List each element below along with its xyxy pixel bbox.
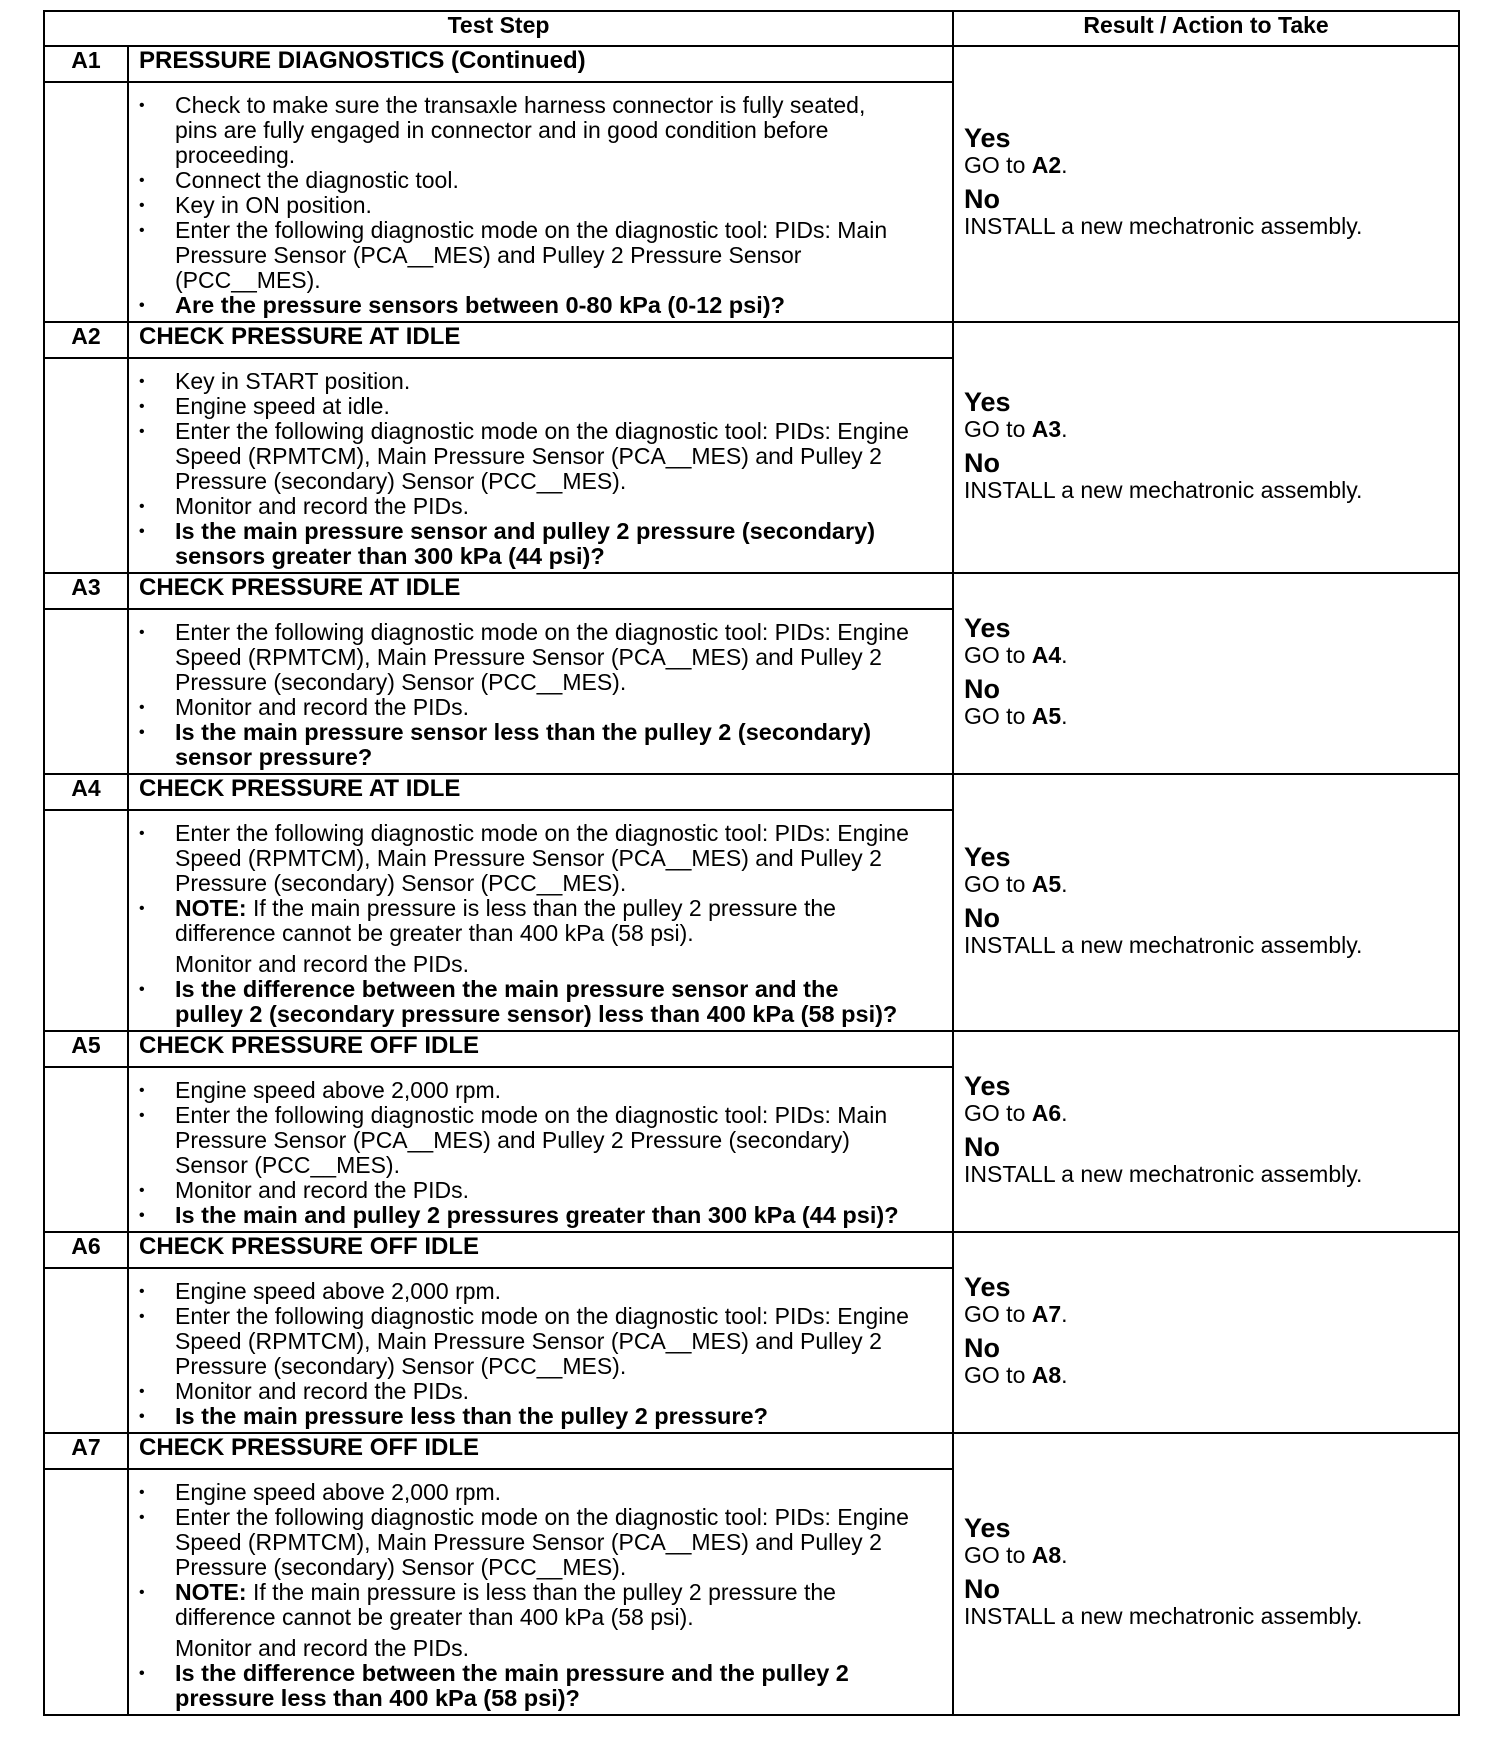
yes-label: Yes bbox=[964, 612, 1011, 643]
result-cell bbox=[953, 573, 1459, 774]
no-label: No bbox=[964, 1131, 1001, 1162]
no-label: No bbox=[964, 1332, 1001, 1363]
result-cell bbox=[953, 1031, 1459, 1232]
no-action: INSTALL a new mechatronic assembly. bbox=[964, 931, 1363, 958]
yes-target: A4 bbox=[1031, 641, 1062, 668]
step-item: • Engine speed above 2,000 rpm. bbox=[139, 1078, 912, 1103]
step-item: • Check to make sure the transaxle harness connector is fully seated, pins are fully engaged in connector and in good condition before proceeding. bbox=[139, 93, 912, 168]
yes-target: A7 bbox=[1031, 1300, 1062, 1327]
step-item: Monitor and record the PIDs. bbox=[175, 1635, 470, 1661]
yes-target: A2 bbox=[1031, 152, 1062, 178]
no-action: GO to A8. bbox=[964, 1361, 1068, 1388]
yes-action: GO to A7. bbox=[964, 1300, 1068, 1327]
yes-target: A6 bbox=[1031, 1099, 1062, 1126]
step-item: • Monitor and record the PIDs. bbox=[139, 695, 912, 720]
step-body bbox=[128, 810, 953, 1031]
result-cell bbox=[953, 322, 1459, 573]
step-title: CHECK PRESSURE AT IDLE bbox=[128, 573, 953, 609]
yes-label: Yes bbox=[964, 841, 1011, 872]
step-title-row bbox=[44, 1433, 1459, 1469]
step-body bbox=[128, 1268, 953, 1433]
no-action: INSTALL a new mechatronic assembly. bbox=[964, 213, 1363, 239]
step-item: • Engine speed above 2,000 rpm. bbox=[139, 1480, 912, 1505]
no-target: A8 bbox=[1031, 1361, 1062, 1388]
yes-label: Yes bbox=[964, 123, 1011, 153]
step-id: A2 bbox=[44, 322, 128, 358]
no-label: No bbox=[964, 902, 1001, 933]
result-cell bbox=[953, 774, 1459, 1031]
step-title-row bbox=[44, 46, 1459, 82]
step-body bbox=[128, 609, 953, 774]
step-title-row bbox=[44, 774, 1459, 810]
step-id: A4 bbox=[44, 774, 128, 810]
header-result-action: Result / Action to Take bbox=[953, 11, 1459, 46]
no-action: INSTALL a new mechatronic assembly. bbox=[964, 1603, 1363, 1629]
no-label: No bbox=[964, 1574, 1001, 1604]
yes-target: A3 bbox=[1031, 415, 1062, 442]
step-item: Monitor and record the PIDs. bbox=[175, 951, 470, 977]
yes-action: GO to A6. bbox=[964, 1099, 1068, 1126]
step-item: • Enter the following diagnostic mode on the diagnostic tool: PIDs: Engine Speed (RPMTCM), Main Pressure Sensor (PCA__MES) and Pulley 2 Pressure (secondary) Sensor (PCC__MES). bbox=[139, 821, 912, 896]
step-item: • Key in START position. bbox=[139, 369, 912, 394]
step-item: • Engine speed at idle. bbox=[139, 394, 912, 419]
no-label: No bbox=[964, 184, 1001, 214]
step-item: • Monitor and record the PIDs. bbox=[139, 1379, 912, 1404]
no-action: GO to A5. bbox=[964, 702, 1068, 729]
step-title-row bbox=[44, 1232, 1459, 1268]
yes-action: GO to A8. bbox=[964, 1542, 1068, 1568]
step-title: CHECK PRESSURE OFF IDLE bbox=[128, 1232, 953, 1268]
step-body bbox=[128, 1469, 953, 1715]
yes-label: Yes bbox=[964, 1070, 1011, 1101]
table-header-row bbox=[44, 11, 1459, 46]
step-question: • Are the pressure sensors between 0-80 kPa (0-12 psi)? bbox=[139, 293, 912, 318]
yes-target: A5 bbox=[1031, 870, 1062, 897]
step-item: • Key in ON position. bbox=[139, 193, 912, 218]
step-item: • Monitor and record the PIDs. bbox=[139, 1178, 912, 1203]
step-body bbox=[128, 82, 953, 322]
step-item: • Enter the following diagnostic mode on the diagnostic tool: PIDs: Engine Speed (RPMTCM), Main Pressure Sensor (PCA__MES) and Pulley 2 Pressure (secondary) Sensor (PCC__MES). bbox=[139, 419, 912, 494]
header-test-step: Test Step bbox=[44, 11, 953, 46]
step-id: A1 bbox=[44, 46, 128, 82]
no-target: A5 bbox=[1031, 702, 1062, 729]
step-title: CHECK PRESSURE OFF IDLE bbox=[128, 1433, 953, 1469]
step-item: • Enter the following diagnostic mode on the diagnostic tool: PIDs: Main Pressure Sensor (PCA__MES) and Pulley 2 Pressure (secondary) Sensor (PCC__MES). bbox=[139, 1103, 912, 1178]
note-label: NOTE: bbox=[175, 895, 247, 921]
step-id: A5 bbox=[44, 1031, 128, 1067]
result-cell bbox=[953, 1433, 1459, 1715]
step-note: • NOTE: If the main pressure is less than the pulley 2 pressure the difference cannot be greater than 400 kPa (58 psi). bbox=[139, 1580, 912, 1630]
step-question: • Is the main and pulley 2 pressures greater than 300 kPa (44 psi)? bbox=[139, 1203, 912, 1228]
step-body bbox=[128, 1067, 953, 1232]
step-question: • Is the difference between the main pressure sensor and the pulley 2 (secondary pressure sensor) less than 400 kPa (58 psi)? bbox=[139, 977, 912, 1027]
yes-action: GO to A4. bbox=[964, 641, 1068, 668]
yes-action: GO to A3. bbox=[964, 415, 1068, 442]
step-body bbox=[128, 358, 953, 573]
yes-label: Yes bbox=[964, 386, 1011, 417]
yes-label: Yes bbox=[964, 1513, 1011, 1543]
no-action: INSTALL a new mechatronic assembly. bbox=[964, 1160, 1363, 1187]
step-question: • Is the main pressure sensor and pulley 2 pressure (secondary) sensors greater than 300 kPa (44 psi)? bbox=[139, 519, 912, 569]
diagnostic-table bbox=[43, 10, 1460, 1716]
step-note: • NOTE: If the main pressure is less than the pulley 2 pressure the difference cannot be greater than 400 kPa (58 psi). bbox=[139, 896, 912, 946]
result-cell bbox=[953, 1232, 1459, 1433]
step-title: PRESSURE DIAGNOSTICS (Continued) bbox=[128, 46, 953, 82]
step-title: CHECK PRESSURE AT IDLE bbox=[128, 322, 953, 358]
step-question: • Is the main pressure sensor less than the pulley 2 (secondary) sensor pressure? bbox=[139, 720, 912, 770]
no-action: INSTALL a new mechatronic assembly. bbox=[964, 476, 1363, 503]
step-id: A6 bbox=[44, 1232, 128, 1268]
no-label: No bbox=[964, 447, 1001, 478]
step-item: • Enter the following diagnostic mode on the diagnostic tool: PIDs: Engine Speed (RPMTCM), Main Pressure Sensor (PCA__MES) and Pulley 2 Pressure (secondary) Sensor (PCC__MES). bbox=[139, 1304, 912, 1379]
yes-action: GO to A5. bbox=[964, 870, 1068, 897]
yes-target: A8 bbox=[1031, 1542, 1062, 1568]
step-item: • Monitor and record the PIDs. bbox=[139, 494, 912, 519]
step-item: • Engine speed above 2,000 rpm. bbox=[139, 1279, 912, 1304]
step-item: • Enter the following diagnostic mode on the diagnostic tool: PIDs: Main Pressure Sensor (PCA__MES) and Pulley 2 Pressure Sensor (PCC__MES). bbox=[139, 218, 912, 293]
step-title: CHECK PRESSURE OFF IDLE bbox=[128, 1031, 953, 1067]
result-cell bbox=[953, 46, 1459, 322]
step-question: • Is the difference between the main pressure and the pulley 2 pressure less than 400 kPa (58 psi)? bbox=[139, 1661, 912, 1711]
step-id: A7 bbox=[44, 1433, 128, 1469]
yes-label: Yes bbox=[964, 1271, 1011, 1302]
note-label: NOTE: bbox=[175, 1579, 247, 1605]
step-title-row bbox=[44, 322, 1459, 358]
step-item: • Enter the following diagnostic mode on the diagnostic tool: PIDs: Engine Speed (RPMTCM), Main Pressure Sensor (PCA__MES) and Pulley 2 Pressure (secondary) Sensor (PCC__MES). bbox=[139, 620, 912, 695]
no-label: No bbox=[964, 673, 1001, 704]
step-item: • Connect the diagnostic tool. bbox=[139, 168, 912, 193]
step-id: A3 bbox=[44, 573, 128, 609]
step-title: CHECK PRESSURE AT IDLE bbox=[128, 774, 953, 810]
step-item: • Enter the following diagnostic mode on the diagnostic tool: PIDs: Engine Speed (RPMTCM), Main Pressure Sensor (PCA__MES) and Pulley 2 Pressure (secondary) Sensor (PCC__MES). bbox=[139, 1505, 912, 1580]
step-title-row bbox=[44, 1031, 1459, 1067]
step-title-row bbox=[44, 573, 1459, 609]
yes-action: GO to A2. bbox=[964, 152, 1068, 178]
step-question: • Is the main pressure less than the pulley 2 pressure? bbox=[139, 1404, 912, 1429]
